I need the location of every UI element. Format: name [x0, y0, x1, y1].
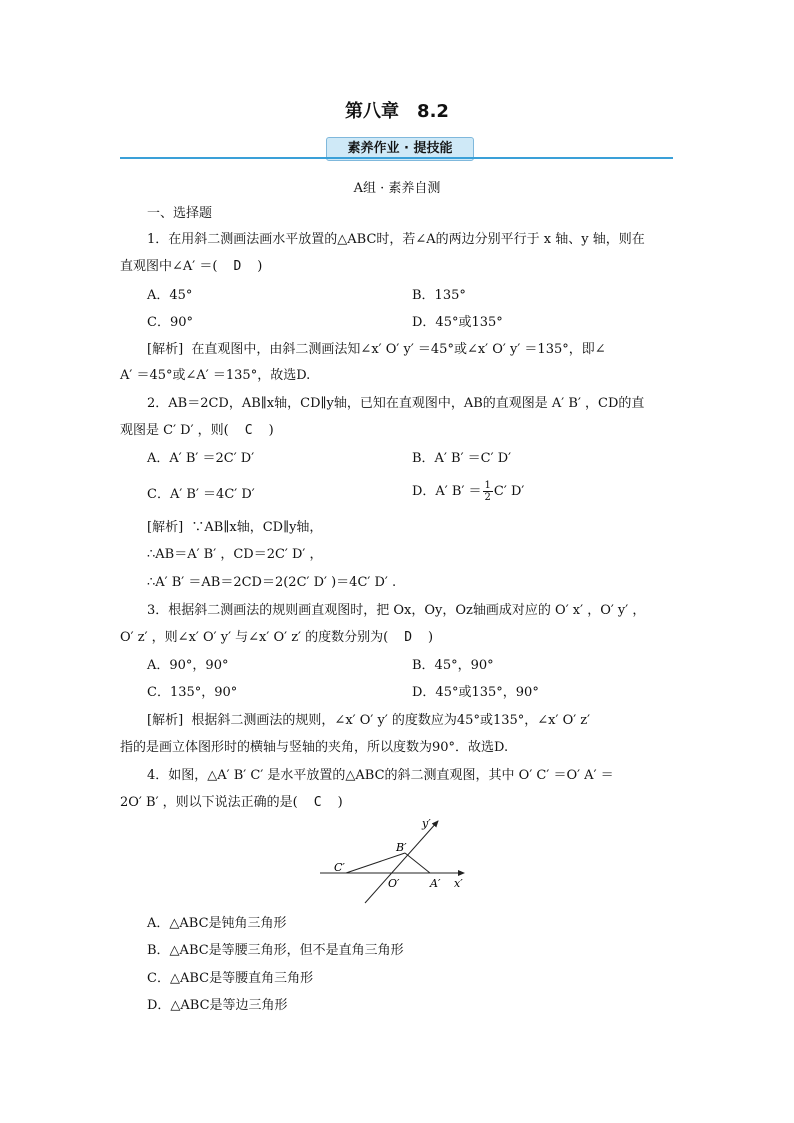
- q2-option-c: C．A′ B′ ＝4C′ D′: [147, 487, 255, 502]
- q4-stem-line2: 2O′ B′ ，则以下说法正确的是( C ): [120, 795, 343, 810]
- q2-option-a: A．A′ B′ ＝2C′ D′: [147, 451, 255, 466]
- q3-option-b: B．45°，90°: [412, 658, 494, 673]
- q2-answer: C: [244, 423, 253, 438]
- q1-analysis-line2: A′ ＝45°或∠A′ ＝135°，故选D.: [120, 368, 311, 383]
- q2-stem-line1: 2．AB＝2CD，AB∥x轴，CD∥y轴，已知在直观图中，AB的直观图是 A′ B′ ，CD的直: [147, 396, 645, 411]
- header-rule: [120, 157, 673, 159]
- label-b-prime: B′: [396, 841, 407, 854]
- q1-analysis-tag: [解析]: [147, 342, 184, 357]
- q2-analysis-line2: ∴AB＝A′ B′ ，CD＝2C′ D′ ，: [147, 547, 323, 562]
- label-a-prime: A′: [430, 877, 441, 890]
- q4-option-c: C．△ABC是等腰直角三角形: [147, 971, 314, 986]
- q1-analysis-line1: [解析] 在直观图中，由斜二测画法知∠x′ O′ y′ ＝45°或∠x′ O′ y′ ＝135°，即∠: [147, 342, 606, 357]
- q1-option-c: C．90°: [147, 315, 193, 330]
- q4-stem-line1: 4．如图，△A′ B′ C′ 是水平放置的△ABC的斜二测直观图，其中 O′ C′ ＝O′ A′ ＝: [147, 768, 614, 783]
- q3-analysis-tag: [解析]: [147, 713, 184, 728]
- q2-option-d: D．A′ B′ ＝ $\frac{1}{2}$ C′ D′: [412, 480, 525, 503]
- q3-option-a: A．90°，90°: [147, 658, 229, 673]
- y-axis: [365, 821, 438, 903]
- q4-option-d: D．△ABC是等边三角形: [147, 998, 288, 1013]
- edge-c-b: [346, 853, 405, 873]
- q2-analysis-line1: [解析] ∵AB∥x轴，CD∥y轴，: [147, 520, 323, 535]
- section-banner: 素养作业 · 提技能: [326, 137, 474, 161]
- label-x-prime: x′: [454, 877, 463, 890]
- q3-analysis-line2: 指的是画立体图形时的横轴与竖轴的夹角，所以度数为90°．故选D.: [120, 740, 509, 755]
- q3-answer: D: [404, 630, 413, 645]
- q1-option-d: D．45°或135°: [412, 315, 503, 330]
- edge-b-a: [405, 853, 430, 873]
- q3-stem-line2: O′ z′ ，则∠x′ O′ y′ 与∠x′ O′ z′ 的度数分别为( D ): [120, 630, 434, 645]
- label-o-prime: O′: [388, 877, 400, 890]
- q2-option-b: B．A′ B′ ＝C′ D′: [412, 451, 512, 466]
- oblique-projection-figure: [310, 815, 480, 910]
- q4-answer: C: [313, 795, 322, 810]
- q1-stem-line1: 1．在用斜二测画法画水平放置的△ABC时，若∠A的两边分别平行于 x 轴、y 轴，则在: [147, 232, 645, 247]
- q3-option-d: D．45°或135°，90°: [412, 685, 539, 700]
- q3-stem-line1: 3．根据斜二测画法的规则画直观图时，把 Ox，Oy，Oz轴画成对应的 O′ x′ ，O′ y′ ，: [147, 603, 646, 618]
- q1-option-b: B．135°: [412, 288, 466, 303]
- q3-option-c: C．135°，90°: [147, 685, 238, 700]
- page-title: 第八章 8.2: [345, 101, 449, 122]
- q2-analysis-tag: [解析]: [147, 520, 184, 535]
- section-heading: 一、选择题: [147, 206, 213, 221]
- q1-stem-line2: 直观图中∠A′ ＝( D ): [120, 259, 263, 274]
- q4-option-b: B．△ABC是等腰三角形，但不是直角三角形: [147, 943, 404, 958]
- group-title: A组 · 素养自测: [353, 181, 441, 196]
- q2-option-d-fraction: $\frac{1}{2}$: [484, 480, 491, 503]
- q1-answer: D: [233, 259, 242, 274]
- q1-option-a: A．45°: [147, 288, 193, 303]
- q2-stem-line2: 观图是 C′ D′ ，则( C ): [120, 423, 274, 438]
- q2-analysis-line3: ∴A′ B′ ＝AB＝2CD＝2(2C′ D′ )＝4C′ D′ .: [147, 575, 397, 590]
- q4-option-a: A．△ABC是钝角三角形: [147, 916, 287, 931]
- label-y-prime: y′: [422, 817, 431, 830]
- label-c-prime: C′: [334, 861, 345, 874]
- q3-analysis-line1: [解析] 根据斜二测画法的规则，∠x′ O′ y′ 的度数应为45°或135°，∠x′ O′ z′: [147, 713, 591, 728]
